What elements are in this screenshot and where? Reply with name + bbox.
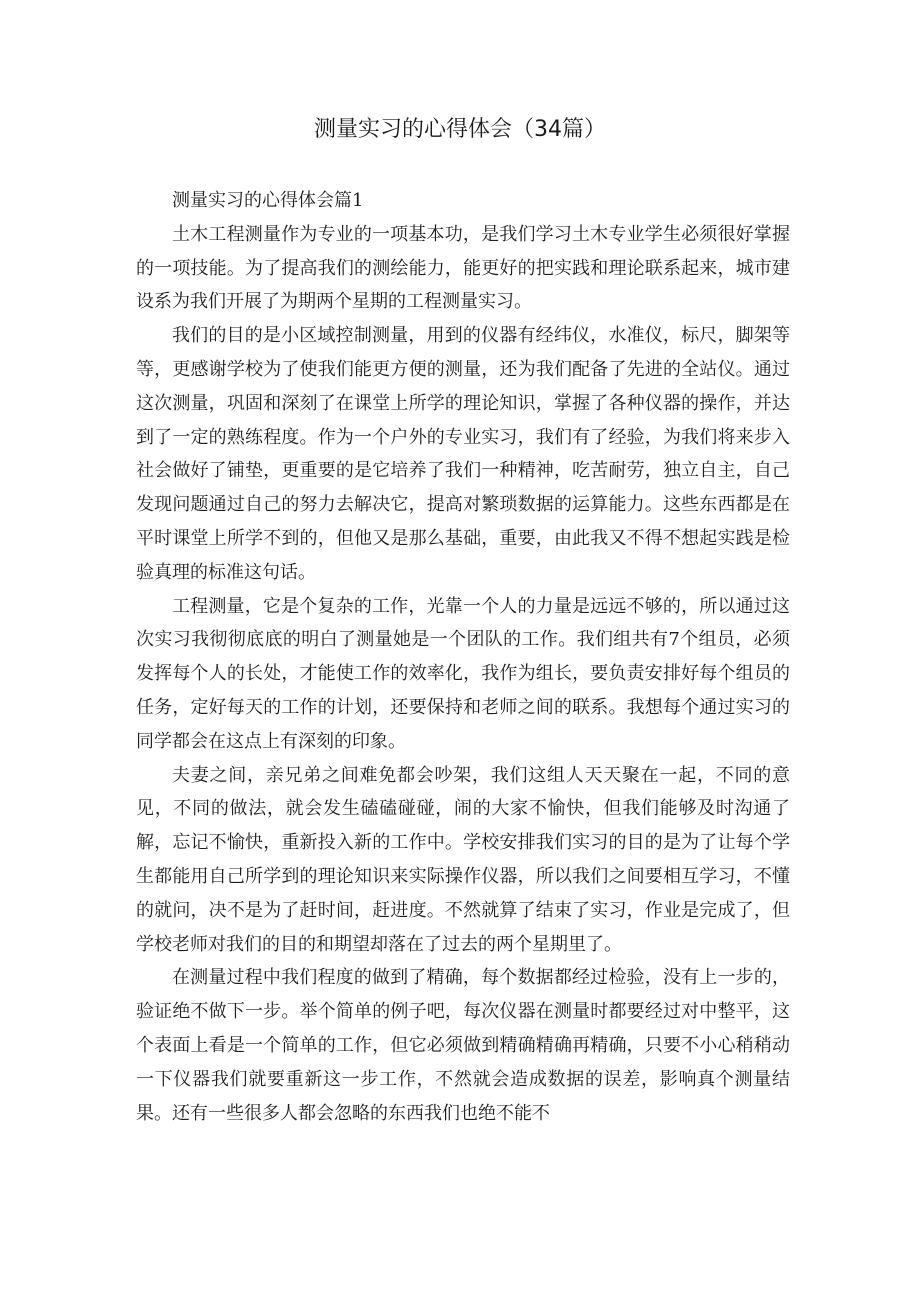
paragraph: 土木工程测量作为专业的一项基本功，是我们学习土木专业学生必须很好掌握的一项技能。为了提高我们的测绘能力，能更好的把实践和理论联系起来，城市建设系为我们开展了为期两个星期的工程测量实习。 [136,223,790,313]
document-body [136,184,790,1130]
paragraph: 工程测量，它是个复杂的工作，光靠一个人的力量是远远不够的，所以通过这次实习我彻彻底底的明白了测量她是一个团队的工作。我们组共有7个组员，必须发挥每个人的长处，才能使工作的效率化，我作为组长，要负责安排好每个组员的任务，定好每天的工作的计划，还要保持和老师之间的联系。我想每个通过实习的同学都会在这点上有深刻的印象。 [136,595,790,752]
paragraph: 在测量过程中我们程度的做到了精确，每个数据都经过检验，没有上一步的，验证绝不做下一步。举个简单的例子吧，每次仪器在测量时都要经过对中整平，这个表面上看是一个简单的工作，但它必须做到精确精确再精确，只要不小心稍稍动一下仪器我们就要重新这一步工作，不然就会造成数据的误差，影响真个测量结果。还有一些很多人都会忽略的东西我们也绝不能不 [136,967,790,1124]
document-title: 测量实习的心得体会（34篇） [314,117,606,142]
paragraph: 我们的目的是小区域控制测量，用到的仪器有经纬仪，水准仪，标尺，脚架等等，更感谢学校为了使我们能更方便的测量，还为我们配备了先进的全站仪。通过这次测量，巩固和深刻了在课堂上所学的理论知识，掌握了各种仪器的操作，并达到了一定的熟练程度。作为一个户外的专业实习，我们有了经验，为我们将来步入社会做好了铺垫，更重要的是它培养了我们一种精神，吃苦耐劳，独立自主，自己发现问题通过自己的努力去解决它，提高对繁琐数据的运算能力。这些东西都是在平时课堂上所学不到的，但他又是那么基础，重要，由此我又不得不想起实践是检验真理的标准这句话。 [136,325,790,583]
paragraph: 夫妻之间，亲兄弟之间难免都会吵架，我们这组人天天聚在一起，不同的意见，不同的做法，就会发生磕磕碰碰，闹的大家不愉快，但我们能够及时沟通了解，忘记不愉快，重新投入新的工作中。学校安排我们实习的目的是为了让每个学生都能用自己所学到的理论知识来实际操作仪器，所以我们之间要相互学习，不懂的就问，决不是为了赶时间，赶进度。不然就算了结束了实习，作业是完成了，但学校老师对我们的目的和期望却落在了过去的两个星期里了。 [136,764,790,955]
section-heading: 测量实习的心得体会篇1 [172,190,364,211]
